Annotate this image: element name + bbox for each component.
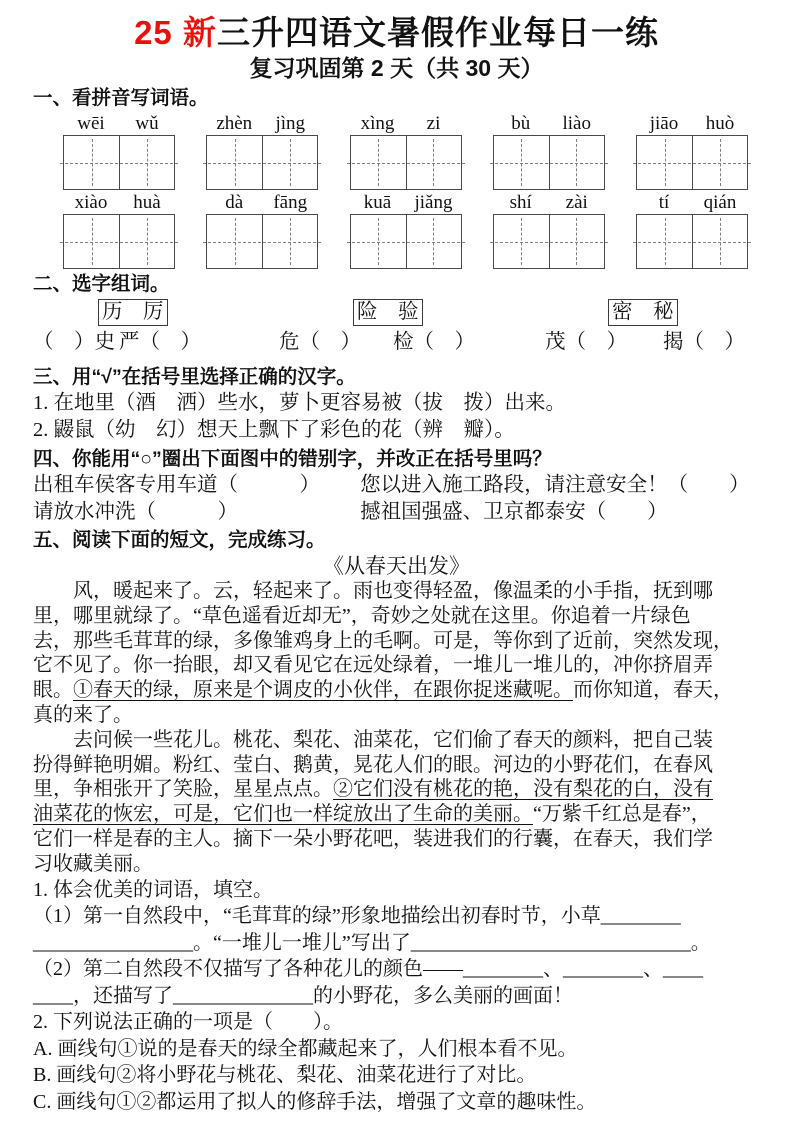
- grid-dashed-vertical: [576, 218, 577, 265]
- passage-text-segment: 真的来了。: [33, 703, 133, 726]
- passage-line: [33, 827, 760, 852]
- passage-text-segment: 去问候一些花儿。桃花、梨花、油菜花，它们偷了春天的颜料，把自己装: [33, 728, 713, 751]
- pinyin-syllable: zi: [426, 113, 441, 134]
- passage-text-segment: 而你知道，春天，: [573, 679, 733, 702]
- pinyin-syllable: kuā: [363, 192, 392, 213]
- pinyin-syllable: liào: [562, 113, 591, 134]
- question-line: （2）第二自然段不仅描写了各种花儿的颜色——________、________、____: [33, 958, 703, 981]
- question-line: 2. 下列说法正确的一项是（ ）。: [33, 1011, 343, 1034]
- grid-dashed-vertical: [378, 139, 379, 186]
- grid-dashed-vertical: [147, 218, 148, 265]
- question-line: B. 画线句②将小野花与桃花、梨花、油菜花进行了对比。: [33, 1064, 537, 1087]
- question-line: A. 画线句①说的是春天的绿全都藏起来了，人们根本看不见。: [33, 1037, 578, 1060]
- grid-dashed-horizontal: [60, 242, 178, 243]
- grid-dashed-vertical: [235, 218, 236, 265]
- passage-text-segment: 里，争相张开了笑脸，星星点点。: [33, 778, 333, 801]
- sign-text-item: 您以进入施工路段，请注意安全！（ ）: [360, 474, 750, 496]
- passage-line: [33, 579, 760, 604]
- pinyin-syllable: dà: [225, 192, 244, 213]
- pinyin-label: [206, 112, 318, 135]
- passage-text-segment: 去，那些毛茸茸的绿，多像雏鸡身上的毛啊。可是，等你到了近前，突然发现，: [33, 629, 733, 652]
- pinyin-label: [350, 112, 462, 135]
- choose-character-area: [33, 299, 760, 362]
- passage-line: [33, 728, 760, 753]
- passage-questions: [33, 877, 760, 1116]
- pinyin-syllable: jiāo: [649, 113, 679, 134]
- writing-grid: [206, 135, 318, 190]
- grid-dashed-vertical: [720, 218, 721, 265]
- passage-title: 《从春天出发》: [323, 554, 470, 578]
- choice-box: 密 秘: [608, 299, 678, 326]
- grid-dashed-horizontal: [60, 163, 178, 164]
- pinyin-label: [636, 191, 748, 214]
- passage-line: [33, 777, 760, 802]
- pinyin-word-item: [350, 191, 462, 269]
- writing-grid: [350, 135, 462, 190]
- grid-dashed-vertical: [92, 218, 93, 265]
- passage-line: [33, 703, 760, 728]
- pinyin-syllable: zài: [565, 192, 588, 213]
- choice-blank-item: 茂（ ）: [545, 331, 627, 353]
- section1-heading: 一、看拼音写词语。: [33, 87, 209, 109]
- grid-dashed-horizontal: [203, 242, 321, 243]
- writing-grid: [493, 214, 605, 269]
- pinyin-syllable: jiǎng: [414, 192, 453, 213]
- question-line: 1. 体会优美的词语，填空。: [33, 878, 273, 901]
- passage-text-segment: 它们一样是春的主人。摘下一朵小野花吧，装进我们的行囊，在春天，我们学: [33, 827, 713, 850]
- choice-blank-item: 检（ ）: [393, 331, 475, 353]
- grid-dashed-horizontal: [633, 242, 751, 243]
- grid-dashed-vertical: [720, 139, 721, 186]
- pinyin-syllable: zhèn: [216, 113, 253, 134]
- grid-dashed-horizontal: [490, 163, 608, 164]
- pinyin-syllable: jìng: [275, 113, 306, 134]
- grid-dashed-vertical: [147, 139, 148, 186]
- underlined-sentence: ②它们没有桃花的艳，没有梨花的白，没有: [333, 778, 713, 801]
- pinyin-label: [493, 191, 605, 214]
- grid-dashed-vertical: [378, 218, 379, 265]
- grid-dashed-vertical: [235, 139, 236, 186]
- passage-line: [33, 852, 760, 877]
- pinyin-label: [63, 191, 175, 214]
- grid-dashed-horizontal: [633, 163, 751, 164]
- pinyin-word-item: [63, 191, 175, 269]
- underlined-sentence: 油菜花的恢宏，可是，它们也一样绽放出了生命的美丽。: [33, 803, 533, 826]
- check-correct-character-area: [33, 390, 760, 444]
- grid-dashed-horizontal: [203, 163, 321, 164]
- pinyin-syllable: tí: [658, 192, 670, 213]
- pinyin-word-item: [636, 112, 748, 190]
- passage-text-segment: 习收藏美丽。: [33, 852, 153, 875]
- pinyin-row: [33, 112, 760, 190]
- passage-line: [33, 678, 760, 703]
- passage-line: [33, 802, 760, 827]
- pinyin-syllable: xìng: [360, 113, 395, 134]
- page-title-red: 25 新: [134, 14, 217, 51]
- sign-text-item: 出租车侯客专用车道（ ）: [33, 474, 320, 496]
- passage-line: [33, 629, 760, 654]
- grid-dashed-horizontal: [347, 163, 465, 164]
- writing-grid: [63, 214, 175, 269]
- pinyin-syllable: bù: [511, 113, 531, 134]
- writing-grid: [63, 135, 175, 190]
- choice-box: 历 厉: [98, 299, 168, 326]
- pinyin-syllable: fāng: [273, 192, 308, 213]
- grid-dashed-vertical: [521, 218, 522, 265]
- circle-wrong-character-area: [33, 472, 760, 525]
- grid-dashed-vertical: [290, 139, 291, 186]
- grid-dashed-vertical: [290, 218, 291, 265]
- pinyin-syllable: wēi: [77, 113, 105, 134]
- pinyin-word-item: [206, 191, 318, 269]
- section4-heading: 四、你能用“○”圈出下面图中的错别字，并改正在括号里吗？: [33, 448, 552, 470]
- grid-dashed-vertical: [576, 139, 577, 186]
- pinyin-syllable: shí: [509, 192, 532, 213]
- grid-dashed-vertical: [521, 139, 522, 186]
- passage-line: [33, 653, 760, 678]
- passage-text-segment: 它不见了。你一抬眼，却又看见它在远处绿着，一堆儿一堆儿的，冲你挤眉弄: [33, 654, 713, 677]
- pinyin-word-item: [493, 191, 605, 269]
- pinyin-syllable: huò: [705, 113, 735, 134]
- pinyin-label: [350, 191, 462, 214]
- passage-text-segment: 里，哪里就绿了。“草色遥看近却无”，奇妙之处就在这里。你追着一片绿色: [33, 604, 691, 627]
- pinyin-syllable: huà: [133, 192, 161, 213]
- writing-grid: [493, 135, 605, 190]
- pinyin-label: [493, 112, 605, 135]
- passage-text-segment: 扮得鲜艳明媚。粉红、莹白、鹅黄，晃花人们的眼。河边的小野花们，在春风: [33, 753, 713, 776]
- section3-heading: 三、用“√”在括号里选择正确的汉字。: [33, 366, 356, 388]
- page-title-black: 三升四语文暑假作业每日一练: [216, 14, 659, 51]
- pinyin-word-item: [636, 191, 748, 269]
- question-line: C. 画线句①②都运用了拟人的修辞手法，增强了文章的趣味性。: [33, 1090, 597, 1113]
- passage-text: [33, 579, 760, 877]
- choice-blank-item: 严（ ）: [119, 331, 201, 353]
- question-line: （1）第一自然段中，“毛茸茸的绿”形象地描绘出初春时节，小草________: [33, 905, 681, 928]
- writing-grid: [636, 214, 748, 269]
- passage-text-segment: 风，暖起来了。云，轻起来了。雨也变得轻盈，像温柔的小手指，抚到哪: [33, 580, 713, 602]
- pinyin-row: [33, 191, 760, 269]
- pinyin-syllable: xiào: [74, 192, 108, 213]
- passage-line: [33, 604, 760, 629]
- passage-text-segment: “万紫千红总是春”，: [533, 803, 711, 826]
- pinyin-grid-area: [33, 112, 760, 269]
- pinyin-label: [63, 112, 175, 135]
- sentence-line: 1. 在地里（酒 洒）些水，萝卜更容易被（拔 拨）出来。: [33, 392, 566, 414]
- pinyin-label: [636, 112, 748, 135]
- pinyin-word-item: [350, 112, 462, 190]
- pinyin-word-item: [63, 112, 175, 190]
- sign-text-item: 撼祖国强盛、卫京都泰安（ ）: [360, 500, 668, 523]
- pinyin-word-item: [493, 112, 605, 190]
- grid-dashed-vertical: [92, 139, 93, 186]
- grid-dashed-vertical: [433, 218, 434, 265]
- grid-dashed-vertical: [433, 139, 434, 186]
- passage-text-segment: 眼。: [33, 679, 73, 702]
- choice-blank-item: （ ）史: [33, 331, 115, 353]
- grid-dashed-vertical: [665, 218, 666, 265]
- pinyin-label: [206, 191, 318, 214]
- question-line: ________________。“一堆儿一堆儿”写出了____________________________。: [33, 931, 711, 954]
- writing-grid: [350, 214, 462, 269]
- grid-dashed-horizontal: [490, 242, 608, 243]
- choice-box: 险 验: [353, 299, 423, 326]
- choice-blank-item: 危（ ）: [279, 331, 361, 353]
- page-subtitle: 复习巩固第 2 天（共 30 天）: [249, 55, 544, 81]
- writing-grid: [636, 135, 748, 190]
- underlined-sentence: ①春天的绿，原来是个调皮的小伙伴，在跟你捉迷藏呢。: [73, 679, 573, 702]
- pinyin-word-item: [206, 112, 318, 190]
- section2-heading: 二、选字组词。: [33, 273, 170, 295]
- pinyin-syllable: wǔ: [135, 113, 159, 134]
- sentence-line: 2. 鼹鼠（幼 幻）想天上飘下了彩色的花（辨 瓣）。: [33, 419, 515, 441]
- choice-blank-item: 揭（ ）: [663, 331, 745, 353]
- writing-grid: [206, 214, 318, 269]
- grid-dashed-horizontal: [347, 242, 465, 243]
- section5-heading: 五、阅读下面的短文，完成练习。: [33, 529, 326, 551]
- grid-dashed-vertical: [665, 139, 666, 186]
- sign-text-item: 请放水冲洗（ ）: [33, 500, 238, 523]
- pinyin-syllable: qián: [703, 192, 737, 213]
- passage-line: [33, 753, 760, 778]
- question-line: ____，还描写了______________的小野花，多么美丽的画面！: [33, 984, 573, 1007]
- page-title: [33, 12, 760, 53]
